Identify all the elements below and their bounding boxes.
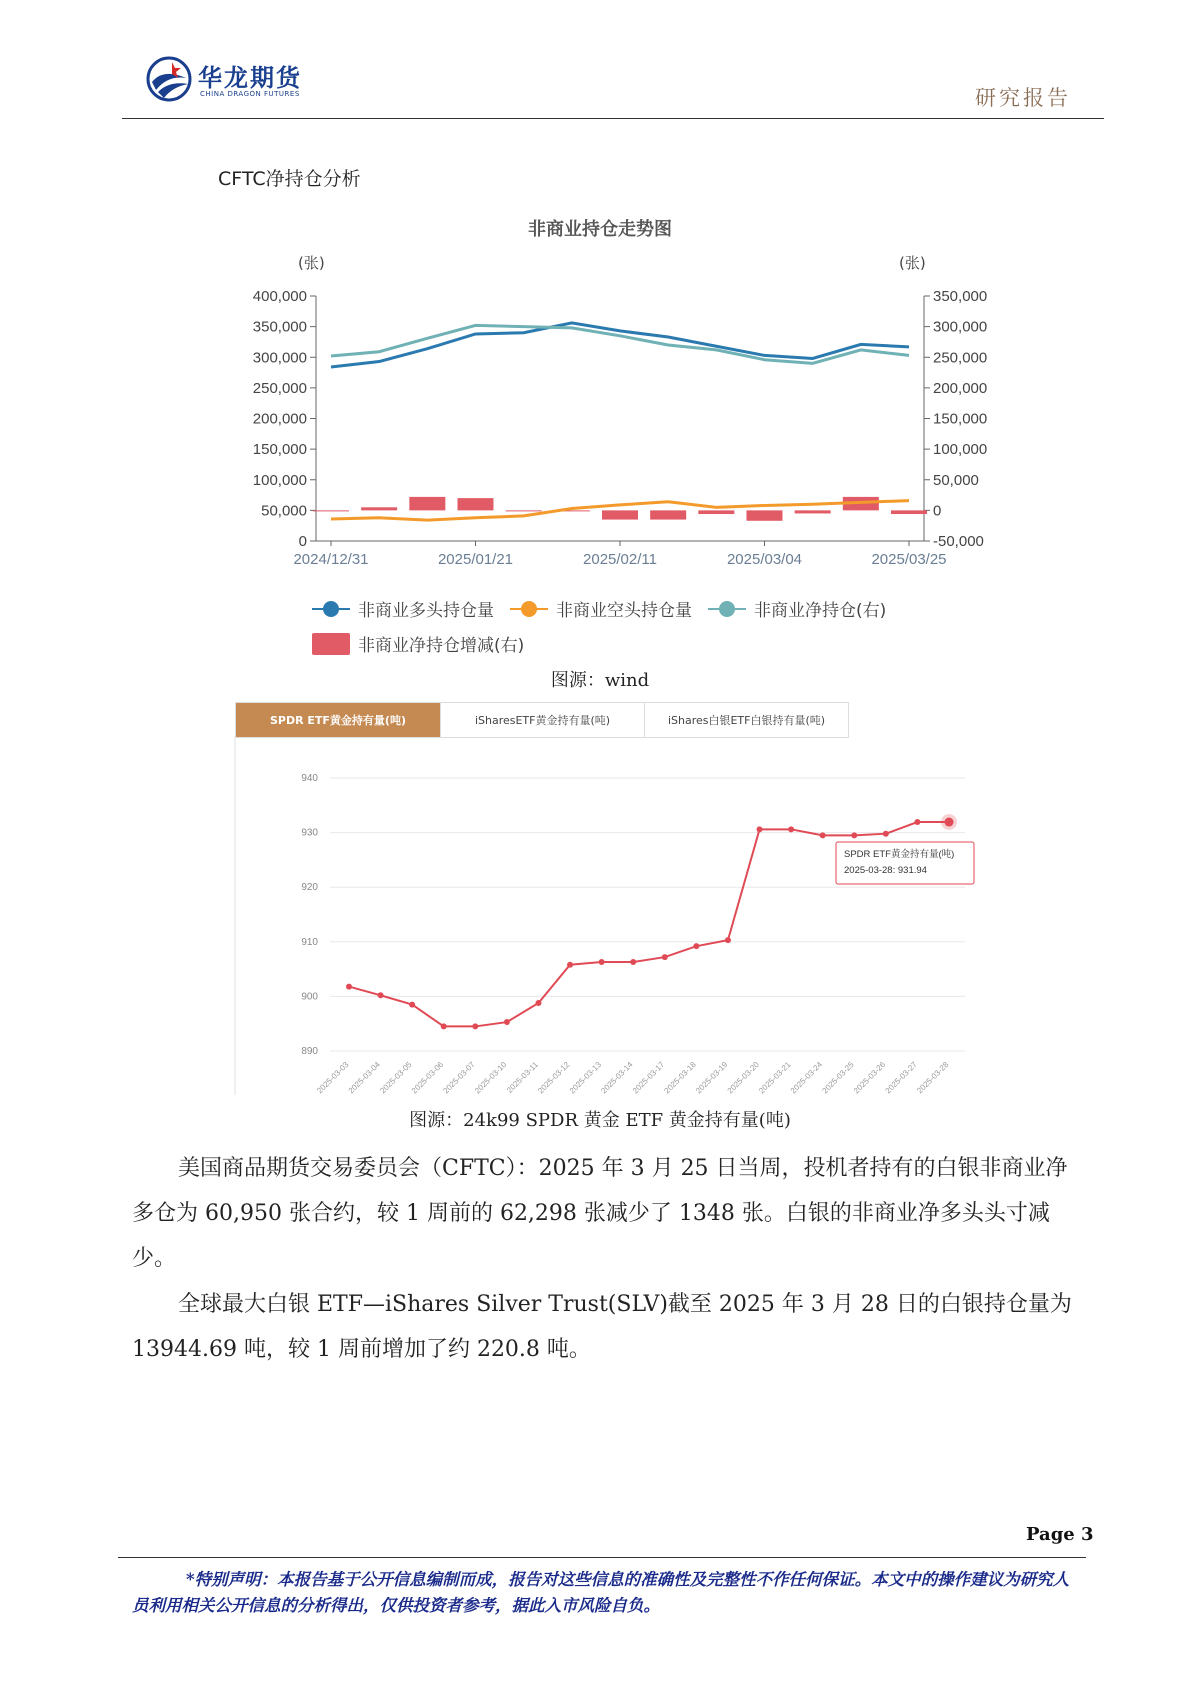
- footer-divider: [118, 1557, 1086, 1558]
- chart2-x-tick-label: 2025-03-05: [378, 1060, 414, 1096]
- chart1-right-tick-label: 300,000: [933, 318, 988, 336]
- chart2-x-tick-label: 2025-03-24: [788, 1060, 825, 1096]
- chart2-point: [757, 826, 763, 832]
- chart2-point: [599, 959, 605, 965]
- chart2-y-tick-label: 910: [301, 936, 318, 948]
- tab-spdr-gold[interactable]: SPDR ETF黄金持有量(吨): [236, 703, 441, 737]
- chart2-x-tick-label: 2025-03-25: [820, 1060, 856, 1096]
- chart2-x-tick-label: 2025-03-18: [662, 1060, 698, 1096]
- tab-ishares-gold[interactable]: iSharesETF黄金持有量(吨): [441, 703, 645, 737]
- chart2-y-tick-label: 890: [301, 1046, 318, 1057]
- chart2-point: [630, 959, 636, 965]
- chart1-left-tick-label: 250,000: [252, 379, 307, 397]
- chart2-tooltip-title: SPDR ETF黄金持有量(吨): [844, 849, 955, 860]
- chart2-y-tick-label: 930: [301, 827, 318, 839]
- page-number: Page 3: [1026, 1524, 1094, 1545]
- chart1-right-tick-label: 350,000: [933, 288, 988, 305]
- chart2-point: [504, 1019, 510, 1025]
- chart2-point: [788, 826, 794, 832]
- chart2-y-tick-label: 900: [301, 991, 318, 1003]
- chart1-right-tick-label: 200,000: [933, 379, 988, 397]
- chart1-right-tick-label: 150,000: [933, 410, 988, 428]
- chart2-x-tick-label: 2025-03-11: [505, 1060, 540, 1095]
- chart1-title: 非商业持仓走势图: [528, 219, 672, 240]
- chart1-caption: 图源：wind: [550, 670, 650, 691]
- chart2-point: [693, 943, 699, 949]
- chart1-right-tick-label: -50,000: [933, 533, 984, 550]
- chart2-point: [535, 1000, 541, 1006]
- chart2-x-tick-label: 2025-03-10: [473, 1060, 509, 1096]
- chart2-point: [851, 832, 857, 838]
- legend-long-label: 非商业多头持仓量: [358, 601, 494, 621]
- chart2-point: [725, 937, 731, 943]
- chart1-x-tick-label: 2025/03/25: [871, 551, 947, 568]
- chart2-point: [441, 1023, 447, 1029]
- chart2-x-tick-label: 2025-03-17: [630, 1060, 667, 1096]
- chart1-x-tick-label: 2025/01/21: [437, 551, 514, 568]
- chart2-x-tick-label: 2025-03-07: [441, 1060, 477, 1096]
- chart2-point: [662, 954, 668, 960]
- chart2-x-tick-label: 2025-03-04: [346, 1060, 382, 1096]
- chart2-y-tick-label: 920: [301, 882, 318, 894]
- chart1-left-tick-label: 0: [298, 533, 307, 550]
- chart2-point: [378, 992, 384, 998]
- chart1-left-tick-label: 50,000: [261, 502, 307, 520]
- chart1-left-tick-label: 350,000: [252, 318, 307, 336]
- chart1-left-tick-label: 150,000: [252, 441, 307, 459]
- chart2-point: [567, 962, 573, 968]
- chart2-point: [820, 832, 826, 838]
- chart1-left-tick-label: 200,000: [252, 410, 307, 428]
- chart1-left-tick-label: 300,000: [252, 349, 307, 367]
- chart2-x-tick-label: 2025-03-06: [409, 1060, 446, 1096]
- chart1-x-tick-label: 2024/12/31: [293, 551, 369, 568]
- chart1-x-tick-label: 2025/03/04: [726, 551, 803, 568]
- chart1-right-tick-label: 0: [933, 502, 942, 520]
- chart2-y-tick-label: 940: [301, 773, 318, 784]
- chart2-highlight-point: [945, 818, 954, 827]
- brand-name: 华龙期货: [198, 64, 302, 92]
- paragraph-cftc: 美国商品期货交易委员会（CFTC）：2025 年 3 月 25 日当周，投机者持有的白银非商业净多仓为 60,950 张合约，较 1 周前的 62,298 张减少了 1348 张。白银的非商业净多头头寸减少。: [132, 1156, 1068, 1271]
- chart2-x-tick-label: 2025-03-21: [757, 1060, 793, 1096]
- report-type: 研究报告: [975, 86, 1071, 110]
- chart2-tooltip-value: 2025-03-28: 931.94: [844, 865, 927, 876]
- chart1-right-tick-label: 250,000: [933, 349, 988, 367]
- section-heading: CFTC净持仓分析: [218, 168, 361, 190]
- chart2-x-tick-label: 2025-03-28: [915, 1060, 951, 1096]
- chart2-point: [914, 819, 920, 825]
- chart2-x-tick-label: 2025-03-13: [567, 1060, 604, 1096]
- chart2-x-tick-label: 2025-03-14: [599, 1060, 635, 1096]
- chart2-x-tick-label: 2025-03-12: [536, 1060, 572, 1096]
- chart2-x-tick-label: 2025-03-20: [725, 1060, 761, 1096]
- chart1-right-tick-label: 100,000: [933, 441, 988, 459]
- disclaimer: *特别声明：本报告基于公开信息编制而成，报告对这些信息的准确性及完整性不作任何保证。本文中的操作建议为研究人员利用相关公开信息的分析得出，仅供投资者参考，据此入市风险自负。: [132, 1570, 1070, 1615]
- chart2-point: [883, 831, 889, 837]
- chart2-x-tick-label: 2025-03-19: [694, 1060, 730, 1096]
- chart2-x-tick-label: 2025-03-03: [315, 1060, 351, 1096]
- tab-ishares-silver[interactable]: iShares白银ETF白银持有量(吨): [645, 703, 848, 737]
- legend-net-label: 非商业净持仓(右): [754, 601, 887, 621]
- chart1-unit-left: (张): [298, 254, 325, 272]
- paragraph-slv: 全球最大白银 ETF—iShares Silver Trust(SLV)截至 2025 年 3 月 28 日的白银持仓量为 13944.69 吨，较 1 周前增加了约 220.8 吨。: [132, 1292, 1072, 1362]
- legend-change-label: 非商业净持仓增减(右): [358, 636, 525, 656]
- brand-name-en: CHINA DRAGON FUTURES: [200, 90, 300, 98]
- chart2-x-tick-label: 2025-03-27: [883, 1060, 919, 1096]
- chart1-left-tick-label: 400,000: [252, 288, 307, 305]
- chart1-x-tick-label: 2025/02/11: [583, 551, 657, 568]
- chart2-point: [346, 984, 352, 990]
- legend-short-label: 非商业空头持仓量: [556, 601, 692, 621]
- chart2-point: [472, 1023, 478, 1029]
- chart2-point: [409, 1002, 415, 1008]
- chart2-caption: 图源：24k99 SPDR 黄金 ETF 黄金持有量(吨): [409, 1110, 791, 1131]
- chart1-left-tick-label: 100,000: [252, 471, 307, 489]
- chart2-x-tick-label: 2025-03-26: [851, 1060, 888, 1096]
- chart1-right-tick-label: 50,000: [933, 471, 979, 489]
- chart1-unit-right: (张): [899, 254, 926, 272]
